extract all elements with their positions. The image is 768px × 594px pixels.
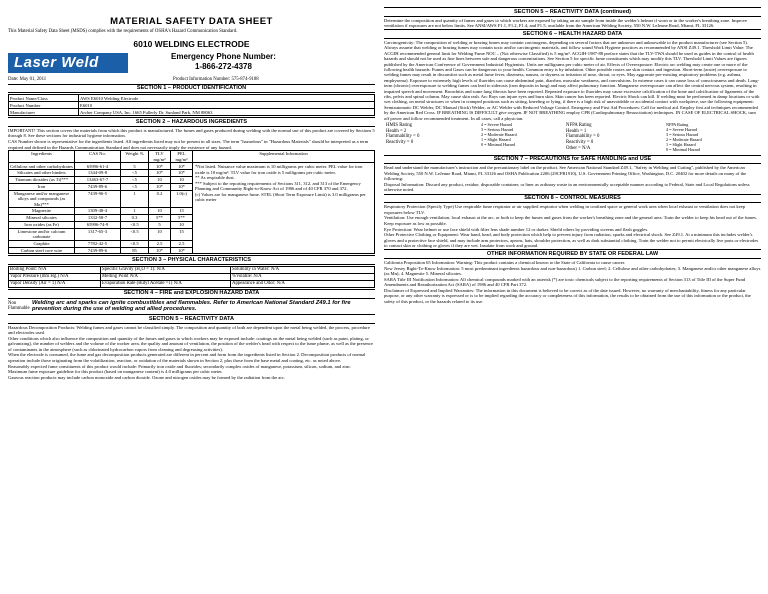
table-cell: Vapor Density (Air = 1) N/A [9,280,101,287]
product-info-number: Product Information Number: 575-874-9188 [173,76,259,82]
legend-title: NFPA Rating [666,122,689,128]
table-cell: 1 [121,190,149,208]
legend-line: 0 = Minimal Hazard [666,146,701,152]
table-cell: 1344-09-8 [75,170,121,177]
nfpa-line: Other = N/A [566,145,591,151]
legend-line: 2 = Moderate Hazard [666,136,702,142]
column-header: Ingredients [9,151,75,163]
table-cell: Boiling Point: N/A [9,266,101,273]
section6-heading: SECTION 6 – HEALTH HAZARD DATA [384,29,761,39]
paragraph: Respiratory Protection (Specify Type) Use respirable fume respirator or air supplied respirator when welding in confined space or general work area when local exhaust or ventilation does not keep exposures below TLV. [384,204,746,215]
section4-heading: SECTION 4 – FIRE and EXPLOSION HAZARD DATA [8,289,375,299]
table-cell: Archer Company USA, Inc. 1665 Fullerly Dr. Sunland Park, NM 88063 [79,109,375,116]
table-cell: Iron oxides (as Fe) [9,221,75,228]
legend-line: 2 = Moderate Hazard [481,132,517,137]
table-cell: 5** [149,214,171,221]
date-row [8,77,375,83]
legend-line: 4 = Severe Hazard [666,127,698,133]
paragraph: Hazardous Decomposition Products: Welding fumes and gases cannot be classified simply. The composition and quantity of both are dependent upon the metal being welded, the process, procedure and electrodes used. [8,324,370,336]
column-header: Supplemental Information [193,151,375,163]
table-cell: <0.5 [121,221,149,228]
table-row [9,273,375,280]
section2-heading: SECTION 2 – HAZARDOUS INGREDIENTS [8,117,375,127]
table-cell: Specific Gravity (H₂O = 1): N/A [101,266,231,273]
table-row [9,102,375,109]
table-cell: Iron [9,183,75,190]
left-column [8,6,375,588]
table-cell: Magnesite [9,208,75,215]
table-cell: Titanium dioxides (as Ti)*** [9,177,75,184]
emergency-contact [171,52,276,72]
table-cell: Limestone and/or calcium carbonate [9,228,75,240]
paragraph: California Proposition 65 Information: Warning: This product contains a chemical known to the State of California to cause cancer. [384,260,626,266]
emergency-label: Emergency Phone Number: [171,51,276,61]
paragraph: SARA Title III Notification Information: All chemical compounds marked with an asterisk (*) are toxic chemicals subject to the reporting requirements of Section 313 of Title III of the Super Fund Amendments and Reauthorization Act (SARA) of 1986 and 40 CFR Part 372. [384,276,746,288]
supplemental-information: *Not listed. Nuisance value maximum is 10 milligrams per cubic meter. PEL value for iron oxide is 10 mg/m³. TLV value for iron oxide is 5 milligrams per cubic meter. ** As respirable dust. *** Subject to the reporting requirements of Sections 311, 312, and 313 of the Emergency Planning and Community Right-to-Know Act of 1986 and of 40 CFR 370 and 372. (c) Values are for manganese fume. STEL (Short Term Exposure Limit) is 3.0 milligrams per cubic meter [193,163,375,254]
table-cell: 10* [149,170,171,177]
table-cell: Mineral silicates [9,214,75,221]
table-row [9,109,375,116]
hazard-ratings [384,123,761,153]
table-cell: <5 [121,170,149,177]
table-cell: 10* [149,247,171,254]
table-cell: <5 [121,183,149,190]
legend-line: 4 = Severe Hazard [481,122,513,128]
table-cell: 1 [121,208,149,215]
table-cell: 7439-89-6 [75,183,121,190]
table-cell: Cellulose and other carbohydrates [10,163,73,169]
table-row [9,95,375,102]
paragraph: Disclaimer of Expressed and Implied Warranties: The information in this document is believed to be correct as of the date issued. However, no warranty of merchantability, fitness for any particular purpose, or any other warranty is expressed or is to be implied regarding the accuracy or completeness of this information, the results to be obtained from the use of this information or the product, the safety of this product, or the hazards related to its use. [384,287,751,304]
section2-intro2: CAS Number shown is representative for the ingredients listed. All ingredients listed may not be present in all sizes. The term "hazardous" in "Hazardous Materials" should be interpreted as a term required and defined in the Hazards Communication Standard and does not necessarily imply the existence of any hazard. [8,139,369,150]
table-cell: Product Number [9,102,79,109]
table-cell: <5 [121,177,149,184]
section5-heading: SECTION 5 – REACTIVITY DATA [8,314,375,324]
table-cell: 0.2 [149,190,171,208]
paragraph: Eye Protection: Wear helmet or use face shield with filter lens shade number 12 or darker. Shield others by providing screens and flash goggles. [384,226,649,232]
right-column [384,6,761,588]
column-header: CAS No. [75,151,121,163]
column-header: Weight % [121,151,149,163]
paragraph: Other Protective Clothing or Equipment: Wear hand, head, and body protection which help to prevent injury from radiation, sparks and electrical shock. See Z49.1. At a minimum this includes welder's gloves and a protective face shield, and may include arm protectors, aprons, hats, shoulder protection, as well as dark substantial clothing. Train the welder not to permit electrically live parts or electrodes to contact skin or clothing or gloves if they are wet. Insulate from work and ground. [384,232,759,249]
table-cell: 10* [171,247,193,254]
table-cell: 5** [171,214,193,221]
table-cell: Silicates and other binders [9,170,75,177]
section7-disposal: Disposal Information: Discard any product, residue, disposable container, or liner as ordinary waste in an environmentally acceptable manner according to Federal, State and Local Regulations unless otherwise noted. [384,181,750,193]
table-row [384,123,761,153]
regulatory-heading: OTHER INFORMATION REQUIRED BY STATE OR FEDERAL LAW [384,249,761,259]
hmis-rating [384,123,479,153]
table-cell: 10 [149,228,171,240]
emergency-phone: 1-866-272-4378 [194,61,252,71]
flammability-label: Non Flammable [8,300,30,312]
issue-date: Date: May 01, 2011 [8,76,47,82]
legend-line: 1 = Slight Hazard [481,136,511,142]
section6-text: Carcinogenicity: The composition of welding or brazing fumes may contain carcinogens, depending on several factors that are unknown and unknowable to the product manufacturer (see Section 5). Always assume that welding or brazing fumes may contain toxic and/or carcinogenic materials, and follow sound Work Hygiene practices as recommended by ANSI Z49.1. Threshold Limit Value: The ACGIH recommended general limit for Welding Fume NOC – (Not otherwise Classified) is 5 mg/m³. ACGIH-1987-88 preface states that the TLV-TWA should be used as guides in the control of health hazards and should not be used as fine lines between safe and dangerous concentrations. See Section 5 for specific fume constituents which may modify this TLV. Threshold Limit Values are figures published by the American Conference of Government Industrial Hygienists. Units are milligrams per cubic meter of air. Effects of Overexposure: Electric arc welding may create one or more of the following health hazards: Fumes and Gases can be dangerous to your health. Common entry is by inhalation. Other possible routes are skin contact and ingestion. Short-term (acute) overexposure to welding fumes may result in discomfort such as metal fume fever, dizziness, nausea, or dryness or irritation of nose, throat, or eyes. May aggravate pre-existing respiratory problems (e.g. asthma, emphysema). Exposure to extremely high levels of fluorides can cause abdominal pain, diarrhea, muscular weakness, and convulsions. In extreme cases it can cause loss of consciousness and death. Long-term (chronic) overexposure to welding fumes can lead to siderosis (iron deposits in lung) and may affect pulmonary function. Manganese overexposure can affect the central nervous system, resulting in impaired speech and movement. Bronchitis and some lung fibrosis have been reported. Repeated exposure to fluorides may cause excessive calcification of the bone and calcification of ligaments of the ribs, pelvis and spinal column. May cause skin rash. Arc Rays can injure eyes and burn skin. Skin cancer has been reported. Electric Shock can kill. If welding must be performed in damp locations or with wet clothing, on metal structures or when in cramped positions such as sitting, kneeling or lying, if there is a high risk of unavoidable or accidental contact with workpiece, use the following equipment: Semiautomatic DC Welder, DC Manual (Stick) Welder, or AC Welder with Reduced Voltage Control. Emergency and First Aid Procedures: Call for medical aid. Employ first aid techniques recommended by the American Red Cross. IF BREATHING IS DIFFICULT give oxygen. IF NOT BREATHING employ CPR (Cardiopulmonary Resuscitation) techniques. IN CASE OF ELECTRICAL SHOCK, turn off power and follow recommended treatment. In all cases, call a physician. [384,40,760,121]
table-cell: %Volatile: N/A [231,273,375,280]
table-cell: Product Name/Class [9,95,79,102]
document-title: MATERIAL SAFETY DATA SHEET [110,16,273,27]
ingredients-body [9,163,375,254]
table-cell: Graphite [9,240,75,247]
legend-line: 3 = Serious Hazard [666,132,699,137]
table-cell: <0.5 [121,240,149,247]
section7-text: Read and understand the manufacturer's instruction and the precautionary label on the product. See American National Standard Z49.1, "Safety in Welding and Cutting", published by the American Welding Society, 550 N.W. LeJeune Road, Miami, FL 33126 and OSHA Publication 2206 (29CFR1910), U.S. Government Printing Office, Washington, D.C. 20402 for more details on many of the following: [384,165,747,182]
section8-heading: SECTION 8 – CONTROL MEASURES [384,194,761,204]
table-cell: E6010 [79,102,375,109]
flammability-row [8,300,375,314]
table-cell: 13463-67-7 [75,177,121,184]
paragraph: Reasonably expected fume constituents of this product would include: Primarily iron oxide and fluorides; secondarily complex oxides of manganese, potassium, silicon, sodium, and zinc. [8,363,352,369]
brand-row [8,52,375,76]
table-cell: 10 [149,177,171,184]
section3-heading: SECTION 3 – PHYSICAL CHARACTERISTICS [8,255,375,265]
nfpa-line: Flammability = 0 [566,134,600,140]
table-cell: <0.5 [121,228,149,240]
table-cell: Evaporation Rate (Butyl Acetate =1) N/A [101,280,231,287]
table-cell: 85 [121,247,149,254]
table-cell: 10* [149,183,171,190]
table-cell: 10* [149,163,171,170]
section7-heading: SECTION 7 – PRECAUTIONS for SAFE HANDLING and USE [384,155,761,165]
table-cell: 65996-74-9 [75,221,121,228]
table-cell: 5 [149,221,171,228]
table-cell: Manganese and/or manganese alloys and compounds (as Mn)*** [9,190,75,208]
table-cell: Solubility in Water: N/A [231,266,375,273]
table-cell: Vapor Pressure (mm Hg.) N/A [9,273,101,280]
table-row [9,266,375,273]
table-cell: 15 [171,208,193,215]
table-cell: 1317-65-3 [75,228,121,240]
paragraph: Ventilation: Use enough ventilation, local exhaust at the arc, or both to keep the fumes and gases from the worker's breathing zone and the general area. Train the welder to keep his head out of the fumes. Keep exposure as low as possible. [384,215,758,226]
section5-continued-text: Determine the composition and quantity of fumes and gases to which workers are exposed by taking an air sample from inside the welder's helmet if worn or in the worker's breathing zone. Improve ventilation if exposures are not below limits. See ANSI/AWS F1.1, F1.2, F1.4, and F1.5, available from the American Welding Society, 550 N.W. LeJeune Road, Miami, FL 33126. [384,17,748,28]
section1-heading: SECTION 1 – PRODUCT IDENTIFICATION [8,84,375,94]
table-cell: 10 [171,221,193,228]
section2-intro: IMPORTANT! This section covers the materials from which this product is manufactured. The fumes and gases produced during welding with the normal use of this product are covered by Sections 5 through 8. See these sections for industrial hygiene information. [8,128,375,139]
hmis-legend [479,123,564,153]
table-cell: 2.5 [171,240,193,247]
table-cell: Manufacturer [9,109,79,116]
table-cell: 10* [171,170,193,177]
paragraph: Maximum fume exposure guideline for this product (based on manganese content) is 4.0 milligrams per cubic meter. [8,369,223,375]
table-cell: 2.5 [149,240,171,247]
table-row [9,280,375,287]
table-cell: 1.0(c) [171,190,193,208]
nfpa-line: Health = 1 [566,128,587,134]
table-row [9,163,375,170]
fire-warning: Welding arc and sparks can ignite combustibles and flammables. Refer to American National Standard Z49.1 for fire prevention during the use of welding and allied procedures. [31,299,351,313]
table-cell: Appearance and Odor: N/A [231,280,375,287]
legend-line: 1 = Slight Hazard [666,141,696,147]
paragraph: Other conditions which also influence the composition and quantity of the fumes and gases to which workers may be exposed include: coatings on the metal being welded (such as paint, plating, or galvanizing), the number of welders and the volume of the worker area, the quality and amount of ventilation, the position of the welder's head with respect to the fume plume, as well as the presence of contaminants in the atmosphere (such as chlorinated hydrocarbon vapors from cleaning and degreasing activities). [8,335,373,352]
table-cell: AWS E6010 Welding Electrode [79,95,375,102]
product-heading: 6010 WELDING ELECTRODE [133,38,250,49]
section5-continued-heading: SECTION 5 – REACTIVITY DATA (continued) [384,7,761,17]
legend-line: 3 = Serious Hazard [481,127,514,133]
legend-line: 0 = Minimal Hazard [481,141,516,147]
table-cell: 5 [121,163,149,170]
table-cell: 1309-48-4 [75,208,121,215]
hmis-line: Health = 2 [386,128,407,134]
column-header: TLV mg/m³ [149,151,171,163]
table-cell: 10 [171,177,193,184]
table-cell: Carbon steel core wire [9,247,75,254]
table-cell: 15 [171,228,193,240]
table-cell: 7439-89-6 [75,247,121,254]
table-cell: 10* [171,183,193,190]
column-header: PEL mg/m³ [171,151,193,163]
hmis-line: Reactivity = 0 [386,140,414,146]
nfpa-title: NFPA Rating [566,123,592,129]
paragraph: New Jersey Right-To-Know Information: 5 most predominant ingredients hazardous and non-hazardous) 1. Carbon steel; 2. Cellulose and other carbohydrates; 3. Manganese and/or other manganese alloys (as Mn); 4. Magnesite 5. Mineral silicates. [384,265,761,277]
nfpa-legend [664,123,761,153]
table-cell: 1332-58-7 [75,214,121,221]
paragraph: When the electrode is consumed, the fume and gas decomposition products generated are different in percent and form from the ingredients listed in Section 2. Decomposition products of normal operation include those originating from the volatilization, reaction, or oxidation of the materials shown in Section 2, plus those from the base metal and coating, etc. as noted above. [8,352,366,363]
nfpa-line: Reactivity = 0 [566,140,594,146]
nfpa-rating [564,123,664,153]
table-cell: 10* [171,163,193,170]
physical-characteristics-table [8,266,375,288]
product-id-table [8,94,375,116]
hmis-title: HMIS Rating [386,123,412,129]
ingredients-table [8,150,375,254]
table-cell: 7439-96-5 [75,190,121,208]
table-cell: 65996-61-4 [75,163,121,170]
table-cell: Melting Point N/A [101,273,231,280]
table-cell: 0.3 [121,214,149,221]
compliance-note: This Material Safety Data Sheet (MSDS) complies with the requirements of OSHA's Hazard Communication Standard. [8,29,238,35]
table-header-row [9,151,375,163]
section5-body [8,325,375,381]
hmis-line: Flammability = 0 [386,134,420,140]
paragraph: Gaseous reaction products may include carbon monoxide and carbon dioxide. Ozone and nitrogen oxides may be formed by the radiation from the arc. [8,374,286,380]
table-cell: 10 [149,208,171,215]
laser-weld-logo: Laser Weld [8,53,128,73]
table-cell: 7782-42-5 [75,240,121,247]
